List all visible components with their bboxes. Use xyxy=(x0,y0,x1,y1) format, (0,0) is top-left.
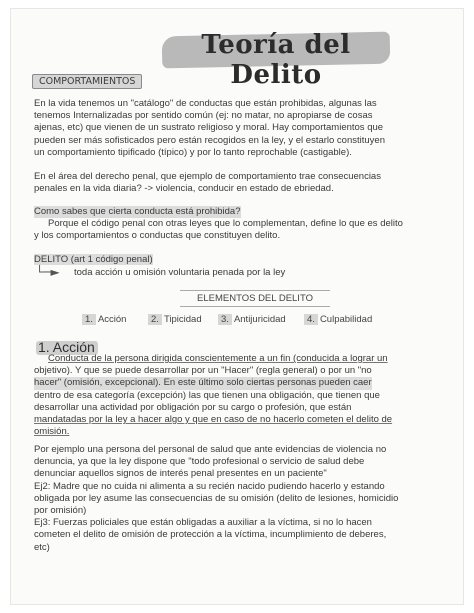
title-area xyxy=(170,28,382,90)
accion-heading: 1. Acción xyxy=(38,339,95,355)
elemento-1: 1. Acción xyxy=(82,314,126,325)
paragraph-comportamientos-3: Porque el código penal con otras leyes que lo complementan, define lo que es delito y los comportamientos o conductas que constituyen delito. xyxy=(34,218,403,242)
notes-page xyxy=(10,8,464,605)
paragraph-accion-1: Conducta de la persona dirigida conscientemente a un fin (conducida a lograr un objetivo). Y que se puede desarrollar por un "Hacer" (regla general) o por un "no hacer" (omisión, excepcional). En este último solo ciertas personas pueden caer dentro de esa categoría (excepción) las que tienen una obligación, que tienen que desarrollar una actividad por obligación por su cargo o profesión, que están mandatadas por la ley a hacer algo y que en caso de no hacerlo cometen el delito de omisión. xyxy=(34,353,393,438)
delito-definition: toda acción u omisión voluntaria penada por la ley xyxy=(74,267,286,278)
elemento-2: 2. Tipicidad xyxy=(148,314,202,325)
elemento-3: 3. Antijuricidad xyxy=(218,314,286,325)
question-prohibida: Como sabes que cierta conducta está prohibida? xyxy=(34,206,241,217)
arrow-icon: └─► xyxy=(36,265,60,279)
delito-label: DELITO (art 1 código penal) xyxy=(34,254,153,265)
elementos-title: ELEMENTOS DEL DELITO xyxy=(180,290,330,307)
paragraph-comportamientos-2: En el área del derecho penal, que ejemplo de comportamiento trae consecuencias penales en la vida diaria? -> violencia, conducir en estado de ebriedad. xyxy=(34,171,381,195)
section-label-comportamientos: COMPORTAMIENTOS xyxy=(32,74,142,89)
elemento-4: 4. Culpabilidad xyxy=(304,314,372,325)
paragraph-accion-2: Por ejemplo una persona del personal de salud que ante evidencias de violencia no denuncia, ya que la ley dispone que "todo profesional o servicio de salud debe denunciar aquellos signos de interés penal presentes en un paciente" Ej2: Madre que no cuida ni alimenta a su recién nacido pudiendo hacerlo y estando obligada por ley asume las consecuencias de su omisión (delito de lesiones, homicidio por omisión) Ej3: Fuerzas policiales que están obligadas a auxiliar a la víctima, si no lo hacen cometen el delito de omisión de protección a la víctima, incumplimiento de deberes, etc) xyxy=(34,444,399,553)
page-title: Teoría del Delito xyxy=(201,30,351,90)
paragraph-comportamientos-1: En la vida tenemos un "catálogo" de conductas que están prohibidas, algunas las tenemos Internalizadas por sentido común (ej: no matar, no apropiarse de cosas ajenas, etc) que vienen de un sustrato religioso y moral. Hay comportamientos que pueden ser más sofisticados pero están recogidos en la ley, y el estarlo constituyen un comportamiento tipificado (típico) y por lo tanto reprochable (castigable). xyxy=(34,98,385,158)
